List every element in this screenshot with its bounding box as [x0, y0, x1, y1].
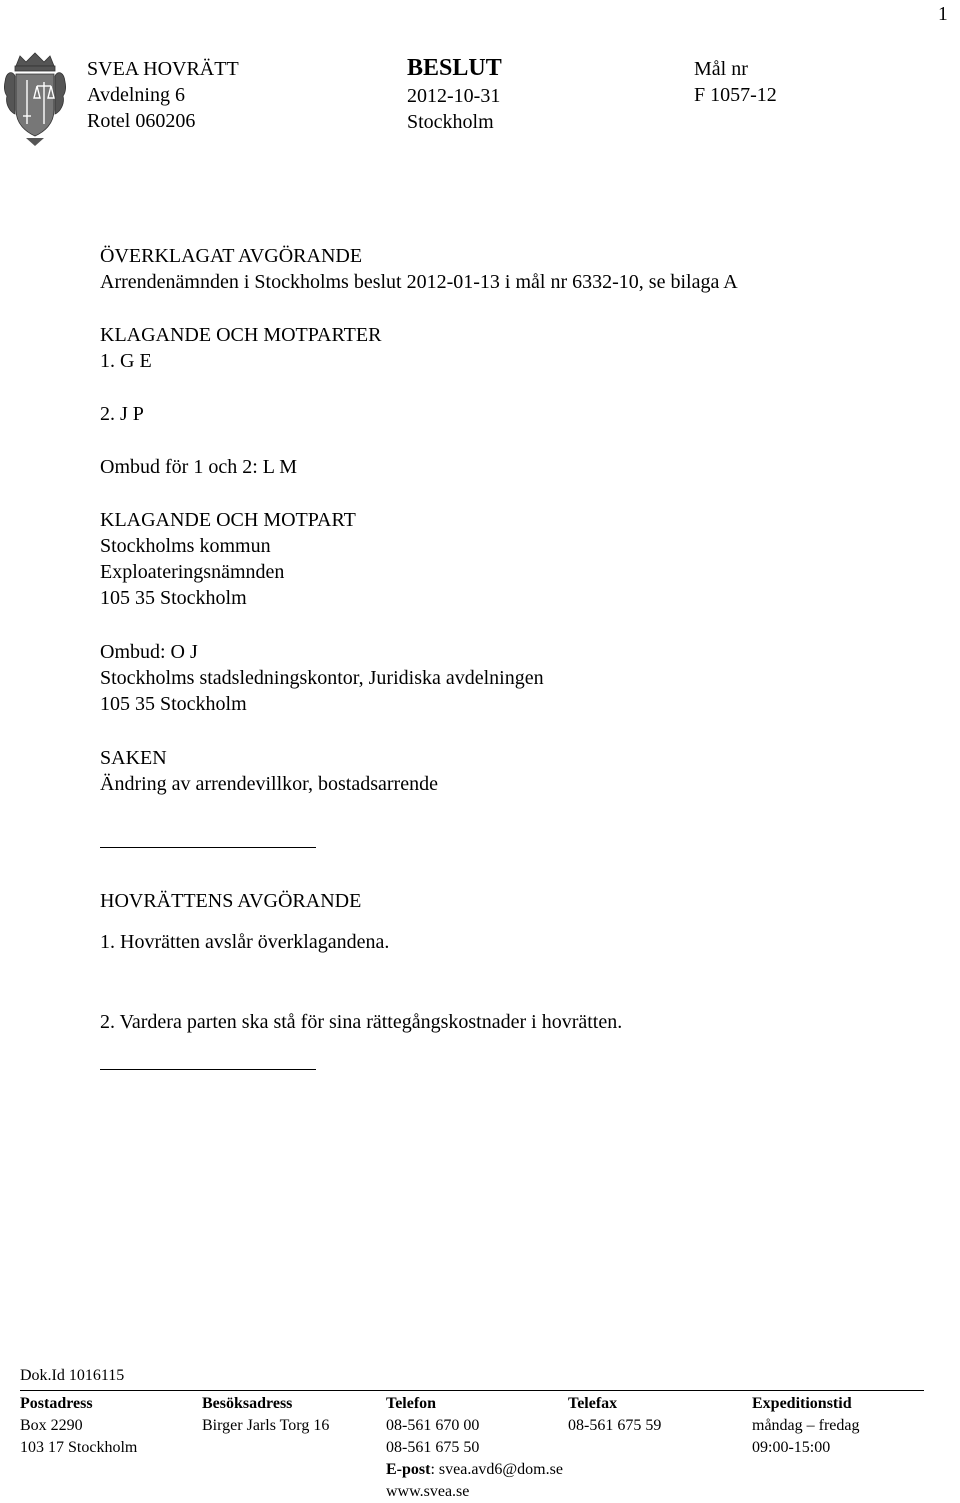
case-number: F 1057-12 [694, 84, 777, 106]
parties1-heading: KLAGANDE OCH MOTPARTER [100, 324, 382, 346]
ruling-1: 1. Hovrätten avslår överklagandena. [100, 931, 390, 953]
court-rotel: Rotel 060206 [87, 110, 196, 132]
footer-expeditionstid [752, 1393, 860, 1459]
party-2: 2. J P [100, 403, 144, 425]
counsel-2-address: 105 35 Stockholm [100, 693, 247, 715]
counsel-2-name: Ombud: O J [100, 641, 198, 663]
doc-type: BESLUT [407, 55, 502, 81]
appealed-text: Arrendenämnden i Stockholms beslut 2012-01-13 i mål nr 6332-10, se bilaga A [100, 271, 738, 293]
telefon-2: 08-561 675 50 [386, 1439, 480, 1456]
footer-rule [20, 1390, 924, 1391]
decision-date: 2012-10-31 [407, 85, 501, 107]
telefax-number: 08-561 675 59 [568, 1417, 662, 1434]
court-name: SVEA HOVRÄTT [87, 58, 239, 80]
court-info [87, 56, 239, 134]
website-link[interactable]: www.svea.se [386, 1483, 470, 1500]
telefon-1: 08-561 670 00 [386, 1417, 480, 1434]
case-info [694, 56, 777, 108]
footer-telefax [568, 1393, 661, 1437]
ruling-heading: HOVRÄTTENS AVGÖRANDE [100, 890, 362, 912]
court-division: Avdelning 6 [87, 84, 185, 106]
matter-section [100, 745, 438, 797]
parties2-heading: KLAGANDE OCH MOTPART [100, 509, 356, 531]
footer-besoksadress [202, 1393, 329, 1437]
telefon-heading: Telefon [386, 1395, 437, 1412]
email-label: E-post [386, 1461, 431, 1478]
dok-id: Dok.Id 1016115 [20, 1367, 125, 1384]
decision-place: Stockholm [407, 111, 494, 133]
postadress-box: Box 2290 [20, 1417, 83, 1434]
party-3-name: Stockholms kommun [100, 535, 271, 557]
divider-1 [100, 847, 316, 848]
besoksadress-heading: Besöksadress [202, 1395, 293, 1412]
counsel-2-section [100, 639, 544, 717]
expeditionstid-hours: 09:00-15:00 [752, 1439, 831, 1456]
expeditionstid-days: måndag – fredag [752, 1417, 860, 1434]
page-number: 1 [938, 4, 948, 25]
counsel-2-office: Stockholms stadsledningskontor, Juridiska avdelningen [100, 667, 544, 689]
expeditionstid-heading: Expeditionstid [752, 1395, 852, 1412]
postadress-city: 103 17 Stockholm [20, 1439, 138, 1456]
matter-text: Ändring av arrendevillkor, bostadsarrende [100, 773, 438, 795]
parties2-section [100, 507, 356, 611]
case-label: Mål nr [694, 58, 748, 80]
ruling-2: 2. Vardera parten ska stå för sina rättegångskostnader i hovrätten. [100, 1011, 623, 1033]
postadress-heading: Postadress [20, 1395, 93, 1412]
email-line [386, 1459, 563, 1481]
divider-2 [100, 1069, 316, 1070]
party-3-unit: Exploateringsnämnden [100, 561, 285, 583]
appealed-section [100, 243, 738, 295]
matter-heading: SAKEN [100, 747, 167, 769]
decision-info [407, 54, 502, 135]
email-address[interactable]: : svea.avd6@dom.se [430, 1461, 563, 1478]
telefax-heading: Telefax [568, 1395, 618, 1412]
appealed-heading: ÖVERKLAGAT AVGÖRANDE [100, 245, 363, 267]
court-crest-logo [4, 52, 66, 148]
footer-postadress [20, 1393, 137, 1459]
party-3-address: 105 35 Stockholm [100, 587, 247, 609]
besoksadress-street: Birger Jarls Torg 16 [202, 1417, 330, 1434]
footer-telefon [386, 1393, 563, 1503]
counsel-1: Ombud för 1 och 2: L M [100, 456, 298, 478]
party-1: 1. G E [100, 350, 152, 372]
